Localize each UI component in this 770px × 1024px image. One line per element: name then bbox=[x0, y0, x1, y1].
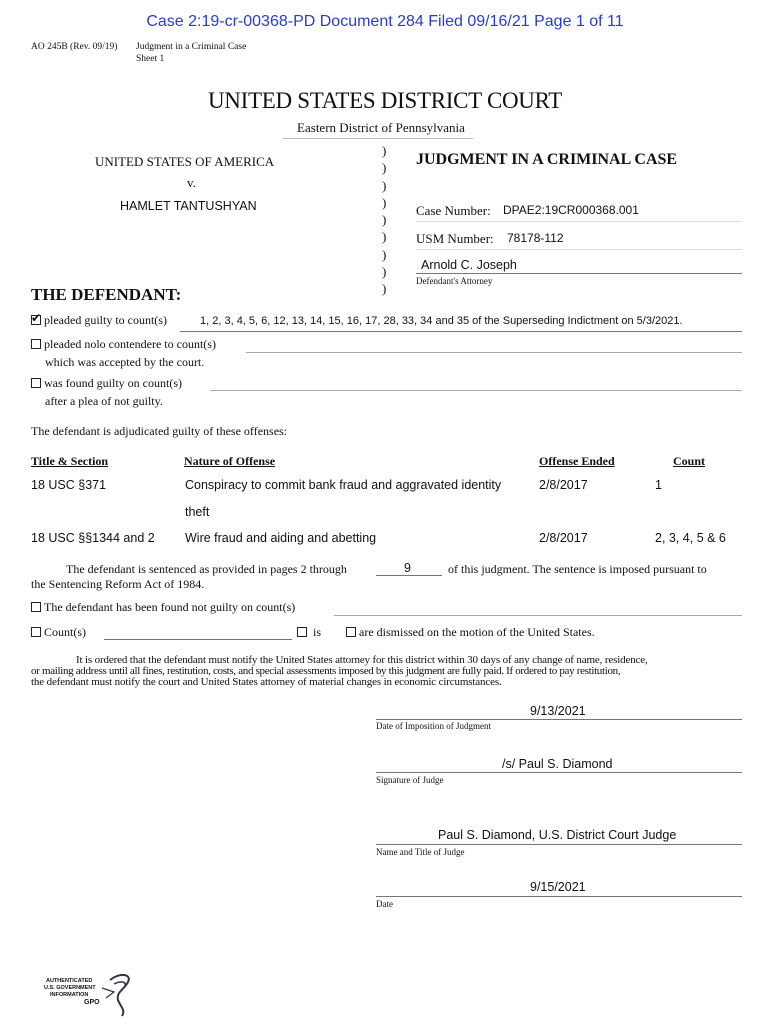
usm-label: USM Number: bbox=[416, 231, 494, 246]
case-number-underline bbox=[416, 221, 742, 222]
paren: ) bbox=[382, 281, 387, 297]
offense-row-3-title: 18 USC §§1344 and 2 bbox=[31, 531, 155, 545]
imposition-date: 9/13/2021 bbox=[530, 704, 586, 718]
sentence-text-3: the Sentencing Reform Act of 1984. bbox=[31, 577, 205, 591]
usm-underline bbox=[416, 249, 742, 250]
pleaded-guilty-underline bbox=[180, 331, 742, 332]
paren: ) bbox=[382, 143, 387, 158]
court-district: Eastern District of Pennsylvania bbox=[297, 120, 465, 135]
case-number-value: DPAE2:19CR000368.001 bbox=[503, 203, 639, 217]
sentence-text-1: The defendant is sentenced as provided in pages 2 through bbox=[66, 562, 347, 576]
offense-row-2-nature: theft bbox=[185, 505, 210, 519]
order-line-1: It is ordered that the defendant must notify the United States attorney for this district within 30 days of any change of name, residence, bbox=[76, 654, 648, 666]
are-checkbox[interactable] bbox=[346, 627, 356, 637]
counts-row bbox=[31, 625, 86, 640]
imposition-label: Date of Imposition of Judgment bbox=[376, 721, 491, 731]
name-title-label: Name and Title of Judge bbox=[376, 847, 465, 857]
order-line-2: or mailing address until all fines, restitution, costs, and special assessments imposed by this judgment are fully paid. If ordered to pay restitution, bbox=[31, 665, 621, 677]
col-header-count: Count bbox=[673, 454, 706, 468]
paren: ) bbox=[382, 177, 387, 193]
imposition-underline bbox=[376, 719, 742, 720]
offense-row-1-nature: Conspiracy to commit bank fraud and aggravated identity bbox=[185, 478, 502, 492]
counts-label: Count(s) bbox=[44, 625, 86, 639]
signature-underline bbox=[376, 772, 742, 773]
found-guilty-checkbox[interactable] bbox=[31, 378, 41, 388]
signature-label: Signature of Judge bbox=[376, 775, 444, 785]
gpo-line-1: AUTHENTICATED bbox=[46, 978, 93, 984]
nolo-underline bbox=[246, 352, 742, 353]
usm-value: 78178-112 bbox=[507, 231, 564, 245]
offense-row-3-ended: 2/8/2017 bbox=[539, 531, 588, 545]
defendant-name: HAMLET TANTUSHYAN bbox=[120, 199, 257, 213]
pleaded-guilty-checkbox[interactable] bbox=[31, 315, 41, 325]
gpo-line-2: U.S. GOVERNMENT bbox=[44, 985, 96, 991]
nolo-checkbox[interactable] bbox=[31, 339, 41, 349]
versus-label: v. bbox=[187, 175, 196, 190]
plaintiff-name: UNITED STATES OF AMERICA bbox=[95, 154, 275, 169]
offense-row-1-ended: 2/8/2017 bbox=[539, 478, 588, 492]
col-header-nature: Nature of Offense bbox=[184, 454, 276, 468]
gpo-seal bbox=[40, 970, 136, 1018]
attorney-underline bbox=[416, 273, 742, 274]
date-underline bbox=[376, 896, 742, 897]
name-title-underline bbox=[376, 844, 742, 845]
paren: ) bbox=[382, 264, 387, 280]
pleaded-guilty-row bbox=[31, 313, 167, 328]
judge-name-title: Paul S. Diamond, U.S. District Court Judge bbox=[438, 828, 677, 842]
col-header-title: Title & Section bbox=[31, 454, 109, 468]
paren: ) bbox=[382, 160, 387, 176]
not-guilty-underline bbox=[334, 615, 742, 616]
offense-row-1-count: 1 bbox=[655, 478, 662, 492]
not-guilty-row bbox=[31, 600, 295, 615]
offense-row-3-count: 2, 3, 4, 5 & 6 bbox=[655, 531, 726, 545]
form-id: AO 245B (Rev. 09/19) bbox=[31, 42, 118, 52]
is-label: is bbox=[313, 625, 322, 639]
court-title: UNITED STATES DISTRICT COURT bbox=[207, 88, 563, 113]
case-number-label: Case Number: bbox=[416, 203, 491, 218]
found-guilty-label-2: after a plea of not guilty. bbox=[45, 394, 163, 408]
is-checkbox[interactable] bbox=[297, 627, 307, 637]
nolo-label-2: which was accepted by the court. bbox=[45, 355, 205, 369]
counts-underline bbox=[104, 639, 292, 640]
paren: ) bbox=[382, 246, 387, 262]
document-title: JUDGMENT IN A CRIMINAL CASE bbox=[416, 151, 678, 168]
are-row bbox=[346, 625, 595, 640]
col-header-ended: Offense Ended bbox=[539, 454, 615, 468]
signed-date: 9/15/2021 bbox=[530, 880, 586, 894]
attorney-label: Defendant's Attorney bbox=[416, 276, 493, 286]
sentence-pages: 9 bbox=[404, 561, 411, 575]
judge-signature: /s/ Paul S. Diamond bbox=[502, 757, 613, 771]
paren: ) bbox=[382, 212, 387, 228]
nolo-row bbox=[31, 337, 216, 352]
counts-checkbox[interactable] bbox=[31, 627, 41, 637]
sentence-pages-underline bbox=[376, 575, 442, 576]
is-row bbox=[297, 625, 321, 640]
district-underline bbox=[283, 138, 473, 139]
form-sheet: Sheet 1 bbox=[136, 54, 165, 64]
are-label: are dismissed on the motion of the United States. bbox=[359, 625, 595, 639]
found-guilty-underline bbox=[210, 390, 742, 391]
defendant-heading: THE DEFENDANT: bbox=[31, 285, 182, 304]
order-line-3: the defendant must notify the court and United States attorney of material changes in economic circumstances. bbox=[31, 676, 502, 688]
attorney-name: Arnold C. Joseph bbox=[421, 258, 517, 272]
form-title: Judgment in a Criminal Case bbox=[136, 42, 247, 52]
filing-stamp: Case 2:19-cr-00368-PD Document 284 Filed 09/16/21 Page 1 of 11 bbox=[146, 13, 624, 30]
not-guilty-checkbox[interactable] bbox=[31, 602, 41, 612]
nolo-label: pleaded nolo contendere to count(s) bbox=[44, 337, 216, 351]
sentence-text-2: of this judgment. The sentence is imposed pursuant to bbox=[448, 562, 707, 576]
not-guilty-label: The defendant has been found not guilty on count(s) bbox=[44, 600, 296, 614]
found-guilty-row bbox=[31, 376, 182, 391]
offenses-intro: The defendant is adjudicated guilty of these offenses: bbox=[31, 424, 288, 438]
gpo-line-3: INFORMATION bbox=[50, 992, 89, 998]
gpo-line-4: GPO bbox=[84, 999, 100, 1006]
paren: ) bbox=[382, 229, 387, 245]
date-label: Date bbox=[376, 899, 393, 909]
caption-parens bbox=[382, 142, 386, 298]
pleaded-guilty-label: pleaded guilty to count(s) bbox=[44, 313, 167, 327]
found-guilty-label: was found guilty on count(s) bbox=[44, 376, 182, 390]
offense-row-1-title: 18 USC §371 bbox=[31, 478, 107, 492]
paren: ) bbox=[382, 194, 387, 210]
pleaded-guilty-value: 1, 2, 3, 4, 5, 6, 12, 13, 14, 15, 16, 17, 28, 33, 34 and 35 of the Superseding Indictment on 5/3/2021. bbox=[200, 315, 683, 327]
offense-row-3-nature: Wire fraud and aiding and abetting bbox=[185, 531, 377, 545]
